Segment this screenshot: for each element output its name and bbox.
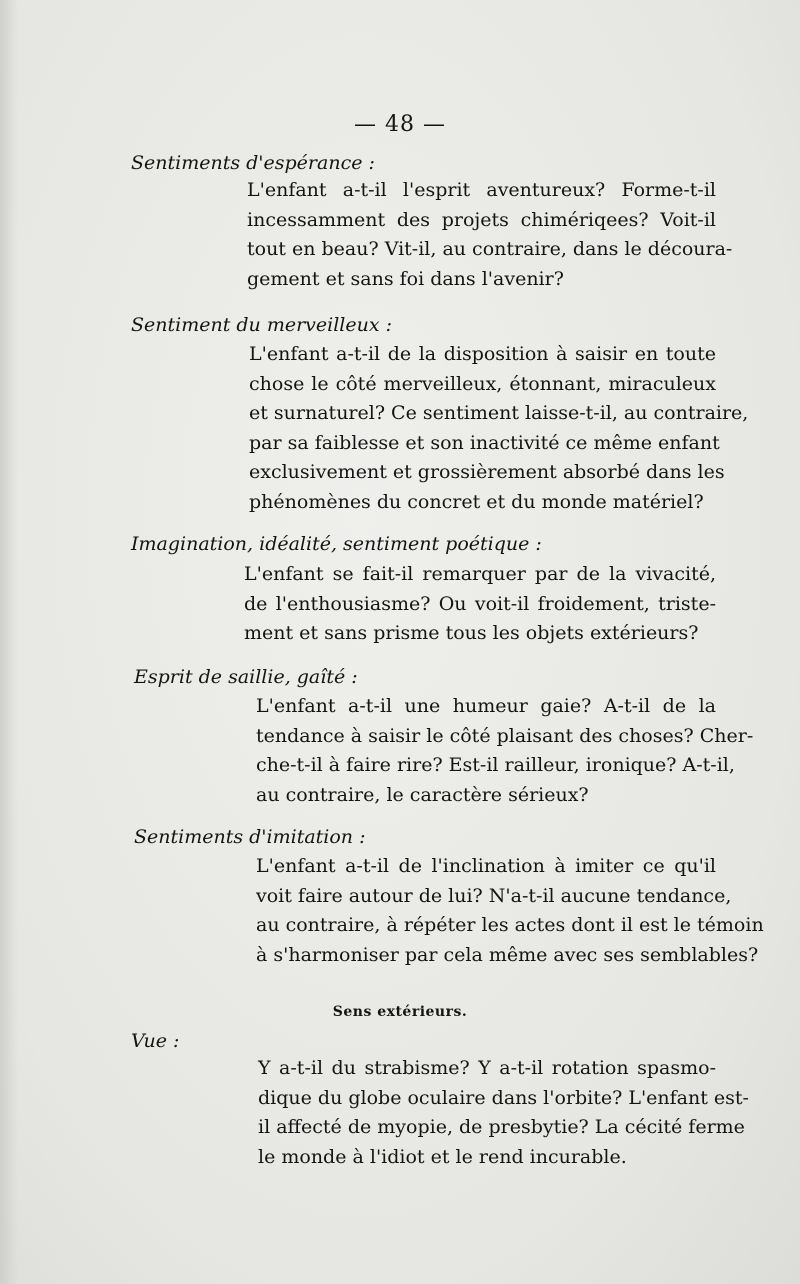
text-line: L'enfant a-t-il l'esprit aventureux? Forme-t-il (247, 179, 716, 201)
text-line: le monde à l'idiot et le rend incurable. (258, 1145, 627, 1168)
text-line: et surnaturel? Ce sentiment laisse-t-il, au contraire, (249, 402, 749, 424)
text-line: L'enfant se fait-il remarquer par de la vivacité, (244, 563, 716, 585)
heading-merveilleux: Sentiment du merveilleux : (131, 314, 393, 336)
text-line: par sa faiblesse et son inactivité ce même enfant (249, 431, 720, 454)
heading-imitation: Sentiments d'imitation : (134, 826, 366, 848)
paragraph-vue (258, 1054, 749, 1172)
paragraph-imitation (256, 852, 764, 970)
text-line: L'enfant a-t-il une humeur gaie? A-t-il de la (256, 695, 716, 717)
text-line: Y a-t-il du strabisme? Y a-t-il rotation spasmo- (258, 1057, 716, 1079)
text-line: tendance à saisir le côté plaisant des choses? Cher- (256, 724, 754, 747)
text-line: exclusivement et grossièrement absorbé dans les (249, 461, 725, 483)
text-line: de l'enthousiasme? Ou voit-il froidement, triste- (244, 592, 716, 615)
text-line: voit faire autour de lui? N'a-t-il aucune tendance, (256, 884, 732, 907)
section-title: Sens extérieurs. (332, 1004, 468, 1020)
paragraph-merveilleux (249, 340, 749, 517)
text-line: chose le côté merveilleux, étonnant, miraculeux (249, 372, 716, 395)
text-line: il affecté de myopie, de presbytie? La cécité ferme (258, 1116, 745, 1138)
text-line: au contraire, le caractère sérieux? (256, 783, 589, 806)
text-line: L'enfant a-t-il de l'inclination à imiter ce qu'il (256, 855, 716, 877)
text-line: L'enfant a-t-il de la disposition à saisir en toute (249, 343, 716, 365)
heading-saillie: Esprit de saillie, gaîté : (134, 666, 358, 688)
page-number: — 48 — (354, 112, 446, 137)
text-line: gement et sans foi dans l'avenir? (247, 267, 564, 290)
text-line: tout en beau? Vit-il, au contraire, dans le découra- (247, 238, 733, 260)
text-line: che-t-il à faire rire? Est-il railleur, ironique? A-t-il, (256, 754, 735, 776)
text-line: ment et sans prisme tous les objets extérieurs? (244, 622, 699, 644)
text-line: dique du globe oculaire dans l'orbite? L'enfant est- (258, 1086, 749, 1109)
paragraph-imagination (244, 560, 716, 649)
page-edge-shadow (0, 0, 18, 1284)
heading-esperance: Sentiments d'espérance : (131, 152, 375, 174)
text-line: incessamment des projets chimériqees? Voit-il (247, 208, 716, 231)
heading-imagination: Imagination, idéalité, sentiment poétique : (131, 533, 542, 555)
text-line: phénomènes du concret et du monde matériel? (249, 490, 704, 513)
text-line: au contraire, à répéter les actes dont il est le témoin (256, 914, 764, 936)
text-line: à s'harmoniser par cela même avec ses semblables? (256, 943, 759, 966)
heading-vue: Vue : (131, 1030, 180, 1052)
paragraph-saillie (256, 692, 754, 810)
paragraph-esperance (247, 176, 733, 294)
